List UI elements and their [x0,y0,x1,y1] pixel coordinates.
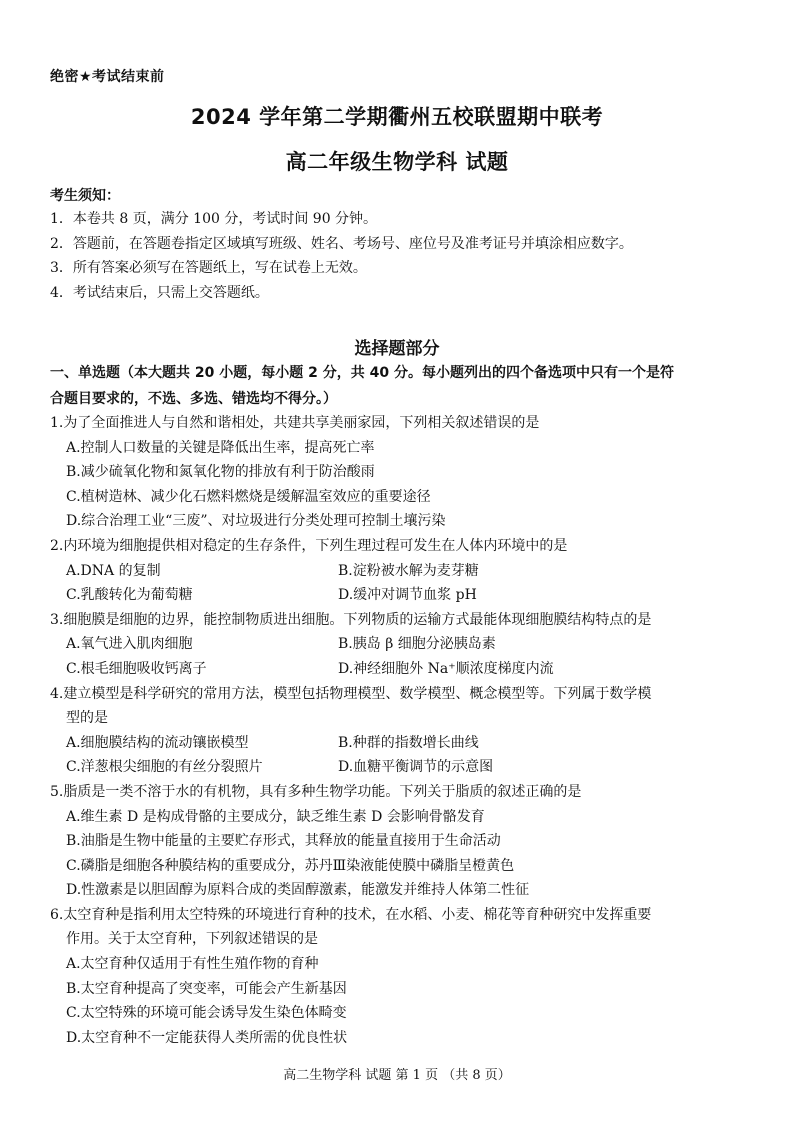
question-stem-continued: 型的是 [66,710,108,727]
exam-title: 2024 学年第二学期衢州五校联盟期中联考 [190,105,604,129]
question-1 [50,411,750,534]
option-row [50,559,750,584]
section-intro-line: 合题目要求的，不选、多选、错选均不得分。） [50,391,337,407]
section-intro [50,360,750,412]
option-a: A.维生素 D 是构成骨骼的主要成分，缺乏维生素 D 会影响骨骼发育 [66,808,485,825]
option-c: C.洋葱根尖细胞的有丝分裂照片 [66,759,263,776]
option-a: A.DNA 的复制 [66,562,161,579]
option-b: B.淀粉被水解为麦芽糖 [338,562,479,579]
notice-heading: 考生须知： [50,188,120,204]
question-5 [50,780,750,903]
question-2 [50,534,750,608]
option-a: A.太空育种仅适用于有性生殖作物的育种 [66,956,319,973]
option-row [50,731,750,756]
page-footer: 高二生物学科 试题 第 1 页 （共 8 页） [283,1068,511,1083]
question-6 [50,903,750,1051]
option-a: A.细胞膜结构的流动镶嵌模型 [66,734,249,751]
question-stem: 1.为了全面推进人与自然和谐相处，共建共享美丽家园，下列相关叙述错误的是 [50,415,540,431]
option-d: D.综合治理工业“三废”、对垃圾进行分类处理可控制土壤污染 [66,513,446,530]
notice-item: 4．考试结束后，只需上交答题纸。 [50,284,269,301]
exam-subtitle: 高二年级生物学科 试题 [285,150,509,174]
section-title: 选择题部分 [354,339,440,359]
notice-item: 1．本卷共 8 页，满分 100 分，考试时间 90 分钟。 [50,211,378,227]
question-stem: 2.内环境为细胞提供相对稳定的生存条件，下列生理过程可发生在人体内环境中的是 [50,537,568,554]
option-b: B.太空育种提高了突变率，可能会产生新基因 [66,980,347,997]
option-d: D.神经细胞外 Na⁺顺浓度梯度内流 [338,660,554,677]
option-b: B.种群的指数增长曲线 [338,734,479,751]
question-list [50,411,750,1050]
question-stem: 4.建立模型是科学研究的常用方法，模型包括物理模型、数学模型、概念模型等。下列属于数学模 [50,685,652,702]
question-stem: 3.细胞膜是细胞的边界，能控制物质进出细胞。下列物质的运输方式最能体现细胞膜结构特点的是 [50,611,652,628]
option-row [50,755,750,780]
confidential-label: 绝密★考试结束前 [50,69,165,85]
option-d: D.血糖平衡调节的示意图 [338,759,494,776]
option-row [50,583,750,608]
notice-item: 3．所有答案必须写在答题纸上，写在试卷上无效。 [50,260,367,276]
option-b: B.油脂是生物中能量的主要贮存形式，其释放的能量直接用于生命活动 [66,833,501,850]
question-stem: 6.太空育种是指利用太空特殊的环境进行育种的技术，在水稻、小麦、棉花等育种研究中发挥重要 [50,906,652,923]
option-d: D.缓冲对调节血浆 pH [338,587,477,604]
option-d: D.性激素是以胆固醇为原料合成的类固醇激素，能激发并维持人体第二性征 [66,882,530,899]
option-c: C.根毛细胞吸收钙离子 [66,660,207,677]
option-c: C.磷脂是细胞各种膜结构的重要成分，苏丹Ⅲ染液能使膜中磷脂呈橙黄色 [66,857,515,874]
notice-list [50,207,760,305]
option-b: B.减少硫氧化物和氮氧化物的排放有利于防治酸雨 [66,464,375,481]
question-stem: 5.脂质是一类不溶于水的有机物，具有多种生物学功能。下列关于脂质的叙述正确的是 [50,783,582,800]
notice-item: 2．答题前，在答题卷指定区域填写班级、姓名、考场号、座位号及准考证号并填涂相应数字。 [50,235,633,252]
option-b: B.胰岛 β 细胞分泌胰岛素 [338,636,496,653]
question-4 [50,682,750,780]
question-3 [50,608,750,682]
section-intro-line: 一、单选题（本大题共 20 小题，每小题 2 分，共 40 分。每小题列出的四个备选项中只有一个是符 [50,365,674,381]
option-c: C.植树造林、减少化石燃料燃烧是缓解温室效应的重要途径 [66,488,431,505]
option-row [50,657,750,682]
option-a: A.氧气进入肌肉细胞 [66,636,193,653]
option-row [50,632,750,657]
option-a: A.控制人口数量的关键是降低出生率，提高死亡率 [66,439,375,456]
option-c: C.太空特殊的环境可能会诱导发生染色体畸变 [66,1005,347,1022]
option-d: D.太空育种不一定能获得人类所需的优良性状 [66,1029,348,1046]
question-stem-continued: 作用。关于太空育种，下列叙述错误的是 [66,931,318,948]
option-c: C.乳酸转化为葡萄糖 [66,587,193,604]
